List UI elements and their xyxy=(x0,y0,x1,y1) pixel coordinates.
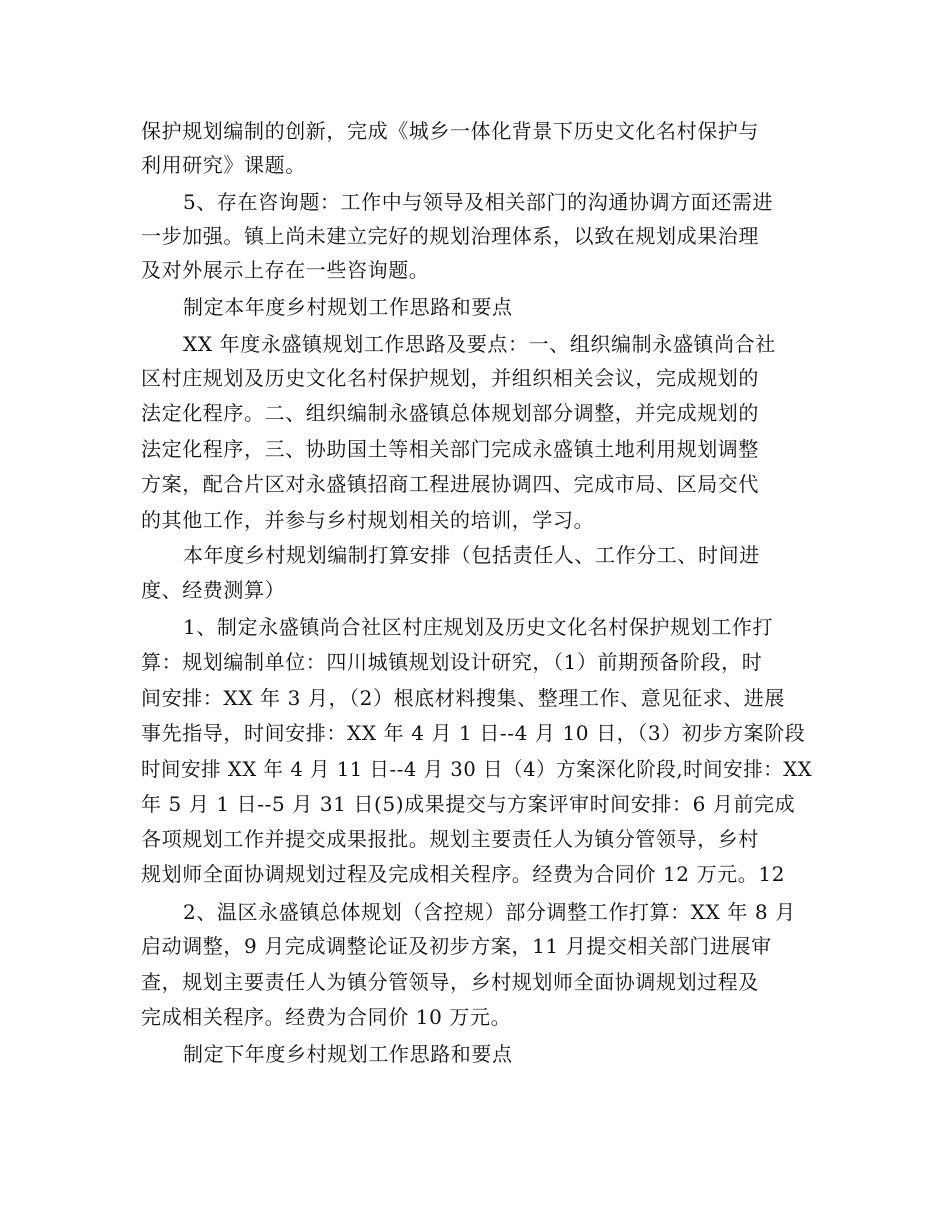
text-line-15: 1、制定永盛镇尚合社区村庄规划及历史文化名村保护规划工作打 xyxy=(183,615,774,639)
text-line-7: XX 年度永盛镇规划工作思路及要点：一、组织编制永盛镇尚合社 xyxy=(183,332,776,356)
text-line-16: 算：规划编制单位：四川城镇规划设计研究，（1）前期预备阶段，时 xyxy=(141,650,763,674)
text-line-3: 5、存在咨询题：工作中与领导及相关部门的沟通协调方面还需进 xyxy=(183,190,774,214)
section-heading-plan-arrangement: 本年度乡村规划编制打算安排（包括责任人、工作分工、时间进 xyxy=(183,543,760,567)
text-line-2: 利用研究》课题。 xyxy=(141,153,306,177)
text-line-20: 年 5 月 1 日--5 月 31 日(5)成果提交与方案评审时间安排：6 月前完成 xyxy=(141,792,796,816)
text-line-5: 及对外展示上存在一些咨询题。 xyxy=(141,258,430,282)
text-line-22: 规划师全面协调规划过程及完成相关程序。经费为合同价 12 万元。12 xyxy=(141,862,786,886)
text-line-26: 完成相关程序。经费为合同价 10 万元。 xyxy=(141,1005,512,1029)
text-line-1: 保护规划编制的创新，完成《城乡一体化背景下历史文化名村保护与 xyxy=(141,119,759,143)
section-heading-current-year: 制定本年度乡村规划工作思路和要点 xyxy=(183,295,513,319)
text-line-24: 启动调整，9 月完成调整论证及初步方案，11 月提交相关部门进展审 xyxy=(141,934,772,958)
text-line-9: 法定化程序。二、组织编制永盛镇总体规划部分调整，并完成规划的 xyxy=(141,401,759,425)
text-line-12: 的其他工作，并参与乡村规划相关的培训，学习。 xyxy=(141,508,595,532)
text-line-4: 一步加强。镇上尚未建立完好的规划治理体系，以致在规划成果治理 xyxy=(141,224,759,248)
text-line-21: 各项规划工作并提交成果报批。规划主要责任人为镇分管领导，乡村 xyxy=(141,827,759,851)
text-line-17: 间安排：XX 年 3 月，（2）根底材料搜集、整理工作、意见征求、进展 xyxy=(141,686,785,710)
text-line-23: 2、温区永盛镇总体规划（含控规）部分调整工作打算：XX 年 8 月 xyxy=(183,900,796,924)
text-line-25: 查，规划主要责任人为镇分管领导，乡村规划师全面协调规划过程及 xyxy=(141,970,759,994)
text-line-10: 法定化程序，三、协助国土等相关部门完成永盛镇土地利用规划调整 xyxy=(141,437,759,461)
text-line-8: 区村庄规划及历史文化名村保护规划，并组织相关会议，完成规划的 xyxy=(141,366,759,390)
section-heading-next-year: 制定下年度乡村规划工作思路和要点 xyxy=(183,1042,513,1066)
text-line-14: 度、经费测算） xyxy=(141,578,286,602)
text-line-19: 时间安排 XX 年 4 月 11 日--4 月 30 日（4）方案深化阶段,时间安排：XX xyxy=(141,757,813,781)
text-line-11: 方案，配合片区对永盛镇招商工程进展协调四、完成市局、区局交代 xyxy=(141,472,759,496)
text-line-18: 事先指导，时间安排：XX 年 4 月 1 日--4 月 10 日，（3）初步方案阶段 xyxy=(141,721,806,745)
